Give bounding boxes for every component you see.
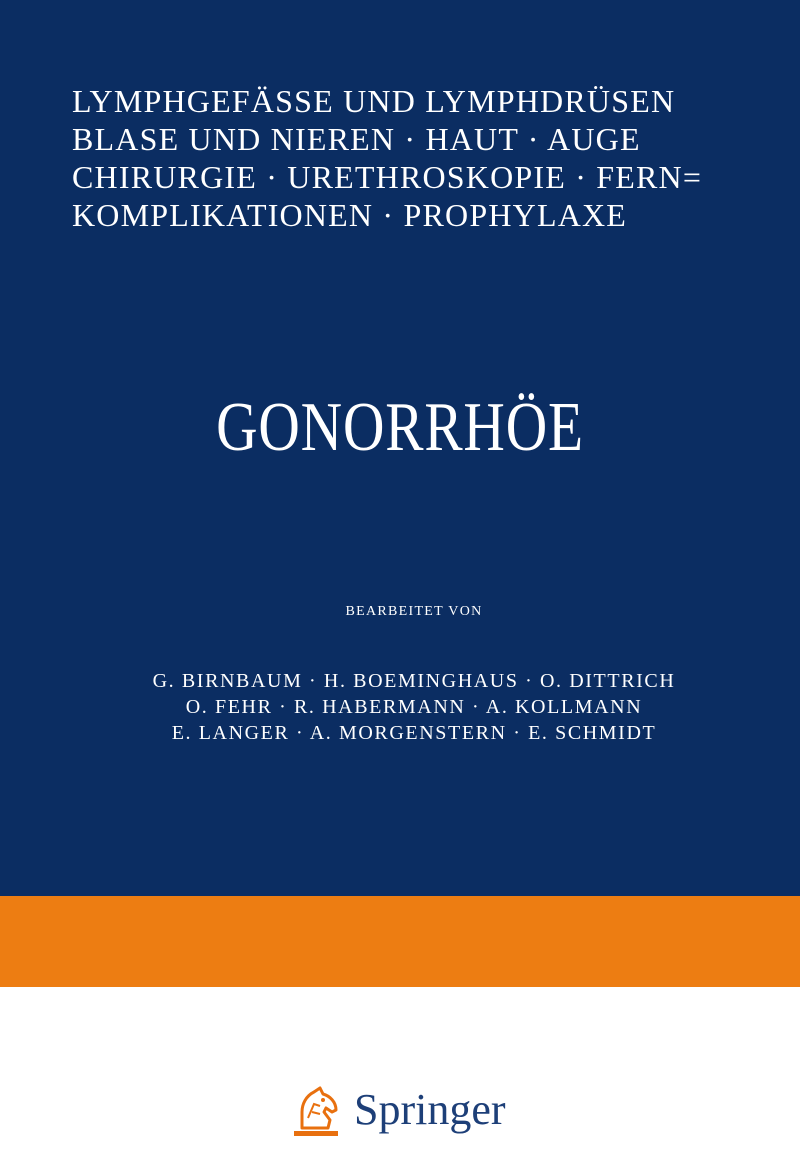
subject-lines — [72, 82, 772, 234]
subject-line: KOMPLIKATIONEN · PROPHYLAXE — [72, 197, 628, 233]
publisher-name: Springer — [354, 1085, 506, 1134]
subject-line: LYMPHGEFÄSSE UND LYMPHDRÜSEN — [72, 83, 676, 119]
edited-by-label: BEARBEITET VON — [345, 604, 483, 619]
subject-line: BLASE UND NIEREN · HAUT · AUGE — [72, 121, 641, 157]
springer-knight-icon — [290, 1082, 342, 1140]
subject-line: CHIRURGIE · URETHROSKOPIE · FERN= — [72, 159, 703, 195]
author-line: O. FEHR · R. HABERMANN · A. KOLLMANN — [185, 696, 643, 718]
book-title: GONORRHÖE — [216, 389, 584, 466]
publisher-imprint — [290, 1082, 550, 1152]
orange-band — [0, 896, 800, 987]
author-line: G. BIRNBAUM · H. BOEMINGHAUS · O. DITTRICH — [152, 670, 676, 692]
author-line: E. LANGER · A. MORGENSTERN · E. SCHMIDT — [171, 722, 657, 744]
author-list — [0, 668, 800, 746]
